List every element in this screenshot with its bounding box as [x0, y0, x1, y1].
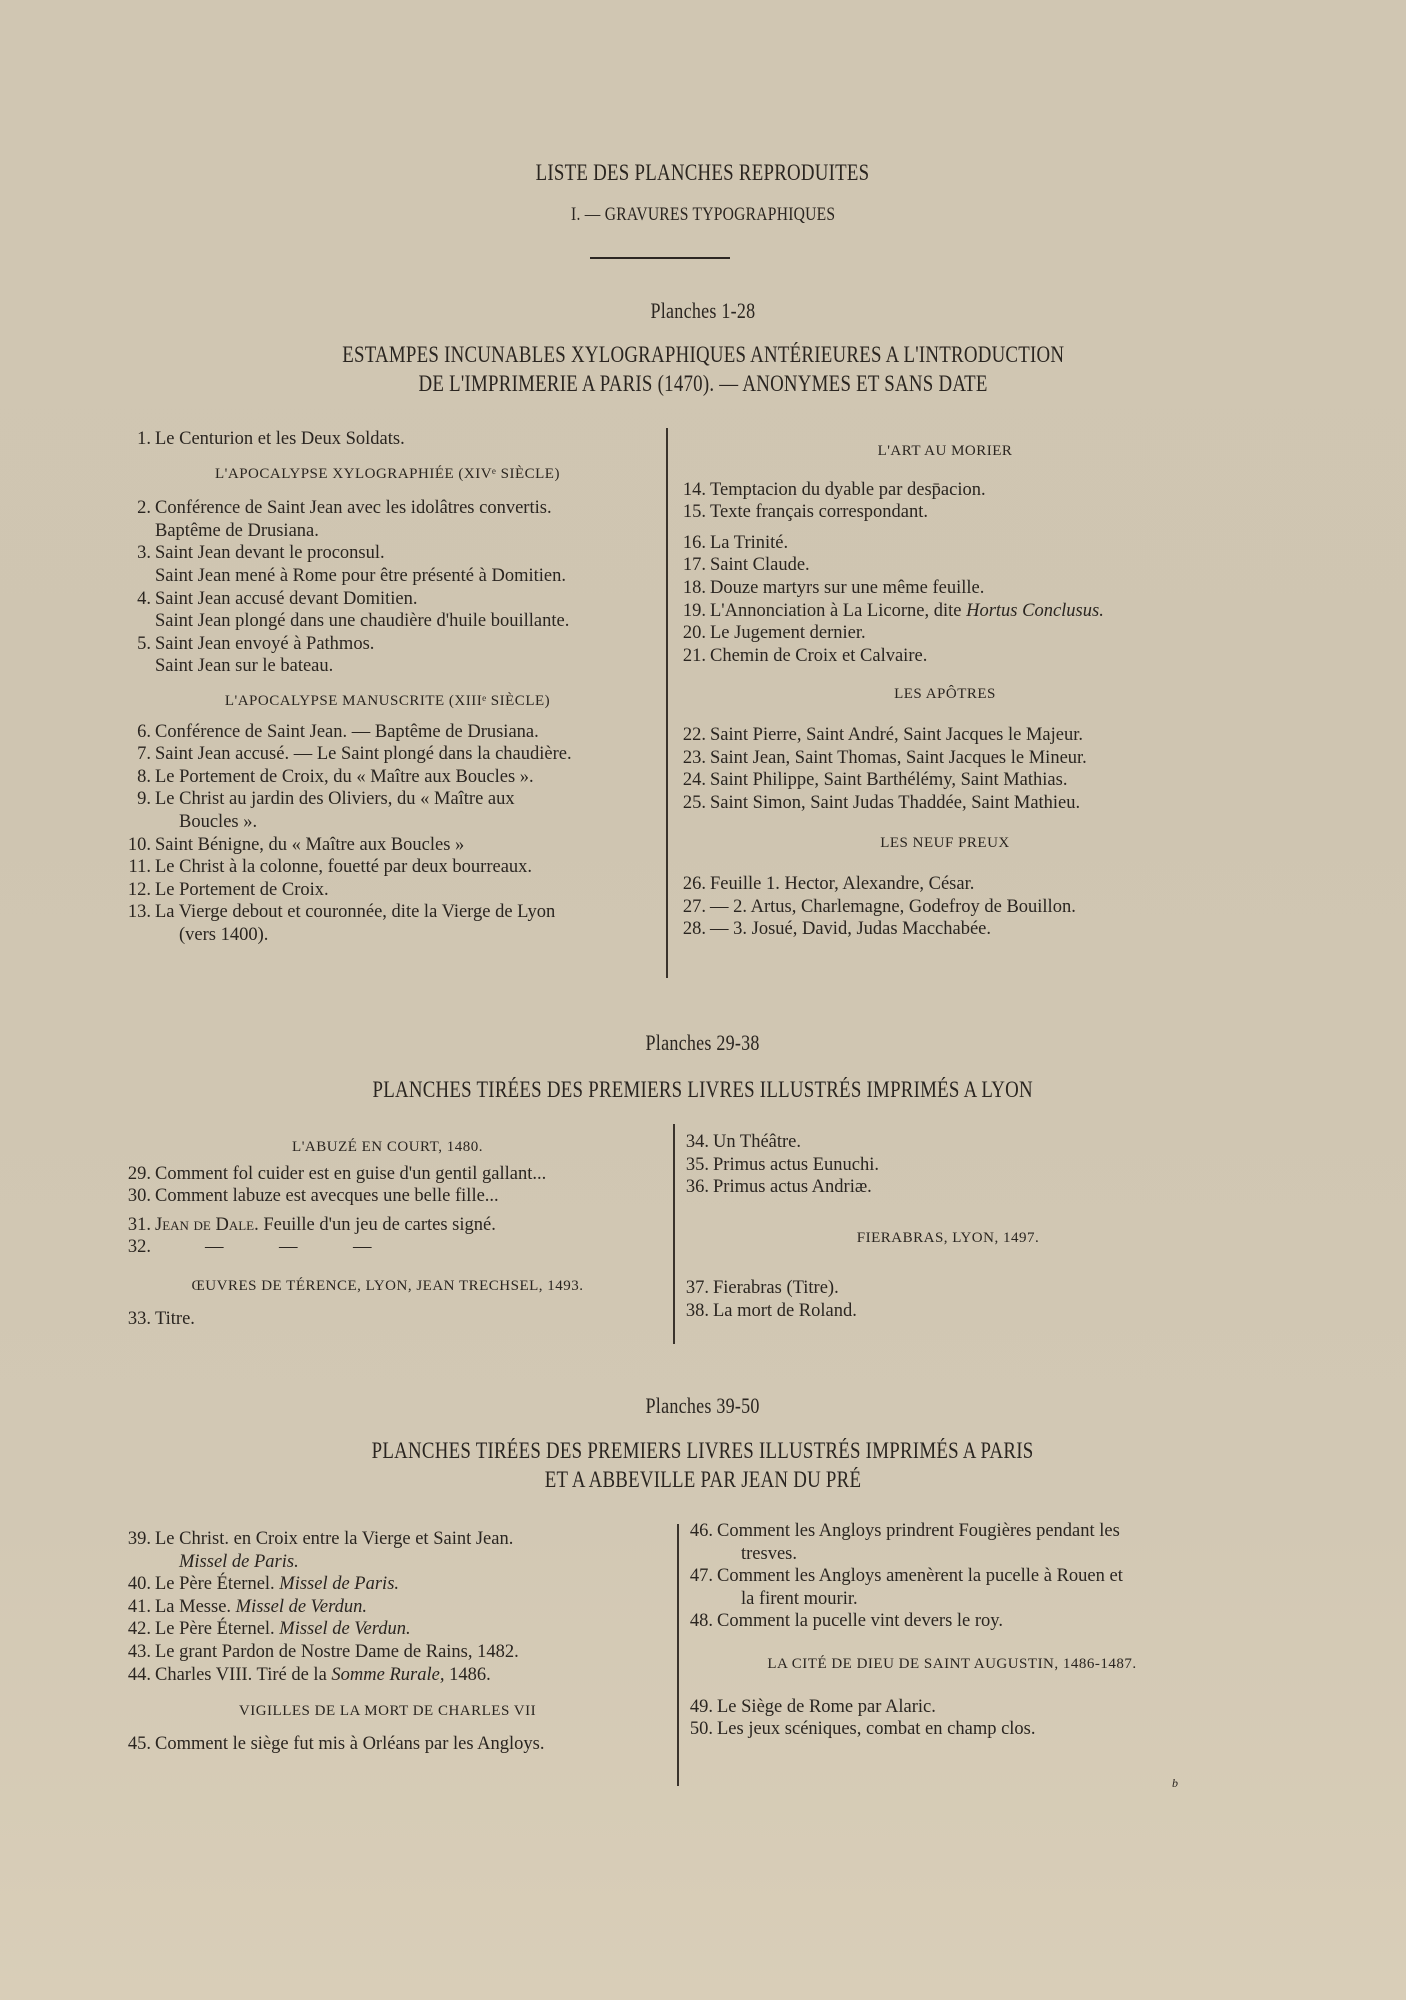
- item-text: [155, 1185, 499, 1208]
- list-item: [120, 542, 655, 587]
- item-text: [710, 577, 984, 600]
- item-text-main: Le Jugement dernier.: [710, 623, 866, 644]
- item-text-main: Comment les Angloys prindrent Fougières pendant les: [717, 1521, 1120, 1541]
- section-title-line: PLANCHES TIRÉES DES PREMIERS LIVRES ILLUSTRÉS IMPRIMÉS A PARIS: [372, 1438, 1034, 1463]
- item-text: [155, 588, 418, 611]
- item-text-main: Le Siège de Rome par Alaric.: [717, 1696, 936, 1717]
- item-number: 3.: [137, 543, 151, 564]
- list-item: [120, 1664, 655, 1687]
- section-3-left-column: [120, 1528, 655, 1755]
- item-text-main: Saint Jean envoyé à Pathmos.: [155, 633, 375, 654]
- item-text-main: Comment les Angloys amenèrent la pucelle à Rouen et: [717, 1566, 1123, 1587]
- list-item: [120, 901, 655, 946]
- item-text: [710, 792, 1080, 815]
- list-item: [120, 1214, 655, 1237]
- item-number: 26.: [682, 873, 706, 894]
- item-text-main: Feuille 1. Hector, Alexandre, César.: [710, 873, 975, 894]
- item-text-after: 1486.: [444, 1664, 491, 1685]
- subsection-heading: VIGILLES DE LA MORT DE CHARLES VII: [238, 1703, 537, 1720]
- item-text: [155, 1618, 411, 1641]
- page-subtitle: [0, 204, 1406, 226]
- item-number: 42.: [127, 1619, 151, 1640]
- item-text-main: Saint Simon, Saint Judas Thaddée, Saint Mathieu.: [710, 792, 1081, 813]
- item-text: [717, 1565, 1123, 1588]
- item-text-italic: Missel de Paris.: [279, 1574, 400, 1595]
- item-number: 27.: [682, 896, 706, 917]
- item-number: 34.: [685, 1132, 709, 1152]
- section-3-title: [0, 1436, 1406, 1494]
- item-number: 16.: [682, 532, 706, 553]
- subsection-heading: L'ABUZÉ EN COURT, 1480.: [292, 1139, 483, 1155]
- item-number: 22.: [682, 724, 706, 745]
- list-item: [675, 479, 1215, 502]
- item-text: [717, 1696, 936, 1719]
- item-text: [155, 834, 464, 857]
- list-item: [682, 1565, 1222, 1610]
- item-text: [155, 542, 385, 565]
- planches-label: Planches 1-28: [650, 298, 756, 323]
- item-text-main: Saint Jean accusé devant Domitien.: [155, 588, 418, 609]
- item-text-main: Fierabras (Titre).: [713, 1278, 839, 1299]
- item-list: [675, 532, 1215, 668]
- item-text: [710, 501, 928, 524]
- item-number: 36.: [685, 1177, 709, 1198]
- item-text: [155, 1573, 399, 1596]
- item-text-main: La Vierge debout et couronnée, dite la Vierge de Lyon: [155, 902, 556, 923]
- item-number: 2.: [137, 498, 151, 519]
- list-item: [120, 1733, 655, 1756]
- section-1-right-column: [675, 440, 1215, 941]
- page-title: [0, 160, 1406, 186]
- item-text-main: Saint Bénigne, du « Maître aux Boucles »: [155, 834, 465, 855]
- item-text-main: Saint Claude.: [710, 555, 810, 576]
- item-text-main: La mort de Roland.: [713, 1300, 857, 1321]
- list-item: [120, 1596, 655, 1619]
- list-item: [120, 497, 655, 542]
- list-item: [678, 1176, 1218, 1199]
- item-continuation: Saint Jean mené à Rome pour être présenté à Domitien.: [155, 565, 566, 586]
- item-text-main: Comment la pucelle vint devers le roy.: [717, 1611, 1003, 1632]
- item-text: [710, 873, 974, 896]
- list-item: [120, 1528, 655, 1573]
- section-2-left-column: [120, 1136, 655, 1330]
- item-continuation: Saint Jean sur le bateau.: [155, 656, 334, 677]
- item-number: 41.: [127, 1596, 151, 1617]
- item-number: 39.: [127, 1529, 151, 1549]
- author-name: Jean de Dale.: [155, 1214, 259, 1235]
- item-list: [120, 1163, 655, 1208]
- item-text: Comment le siège fut mis à Orléans par les Angloys.: [155, 1733, 545, 1754]
- item-text: [155, 879, 329, 902]
- section-1-planches: [0, 298, 1406, 324]
- item-continuation: Saint Jean plongé dans une chaudière d'huile bouillante.: [155, 611, 570, 632]
- item-list: [678, 1131, 1218, 1199]
- item-number: 28.: [682, 919, 706, 940]
- item-number: 46.: [689, 1521, 713, 1541]
- item-list: [682, 1696, 1222, 1741]
- list-item: [675, 769, 1215, 792]
- item-number: 15.: [682, 502, 706, 523]
- item-list: [675, 724, 1215, 814]
- item-text: [155, 743, 572, 766]
- list-item: [120, 834, 655, 857]
- subsection-heading: ŒUVRES DE TÉRENCE, LYON, JEAN TRECHSEL, 1493.: [191, 1277, 584, 1294]
- item-text-italic: Somme Rurale,: [331, 1664, 445, 1685]
- item-number: 43.: [127, 1641, 151, 1662]
- item-text-main: Comment labuze est avecques une belle fille...: [155, 1186, 499, 1207]
- list-item: [120, 856, 655, 879]
- item-text: [155, 721, 539, 744]
- item-text: [155, 766, 534, 789]
- item-text: [710, 532, 788, 555]
- item-continuation: Baptême de Drusiana.: [155, 520, 319, 541]
- item-continuation: la firent mourir.: [741, 1588, 858, 1609]
- list-item: [682, 1520, 1222, 1565]
- item-number: 47.: [689, 1566, 713, 1587]
- page-title-text: LISTE DES PLANCHES REPRODUITES: [536, 160, 870, 185]
- list-item: [682, 1718, 1222, 1741]
- list-item: [120, 633, 655, 678]
- list-item: [678, 1154, 1218, 1177]
- list-item: [675, 577, 1215, 600]
- item-continuation: tresves.: [741, 1543, 797, 1564]
- item-text-main: Comment fol cuider est en guise d'un gentil gallant...: [155, 1163, 547, 1184]
- list-item: [682, 1610, 1222, 1633]
- item-number: 13.: [127, 902, 151, 923]
- list-item: [120, 1573, 655, 1596]
- list-item: [675, 532, 1215, 555]
- list-item: [675, 896, 1215, 919]
- item-text: Titre.: [155, 1308, 195, 1329]
- item-text: [717, 1718, 1036, 1741]
- column-divider: [677, 1524, 679, 1786]
- item-text-main: Conférence de Saint Jean avec les idolâtres convertis.: [155, 498, 552, 519]
- item-number: 17.: [682, 555, 706, 576]
- item-text-main: Saint Philippe, Saint Barthélémy, Saint Mathias.: [710, 770, 1068, 791]
- item-number: 19.: [682, 600, 706, 621]
- item-text: [710, 918, 991, 941]
- item-text-main: Charles VIII. Tiré de la: [155, 1664, 332, 1685]
- item-text-main: Saint Jean, Saint Thomas, Saint Jacques le Mineur.: [710, 747, 1087, 768]
- item-number: 14.: [682, 479, 706, 500]
- item-text-main: L'Annonciation à La Licorne, dite: [710, 600, 967, 621]
- list-item: [120, 1641, 655, 1664]
- item-number: 1.: [137, 429, 151, 449]
- item-text: [713, 1154, 879, 1177]
- list-item: [675, 724, 1215, 747]
- section-title-line: ET A ABBEVILLE PAR JEAN DU PRÉ: [544, 1467, 862, 1492]
- item-number: 18.: [682, 577, 706, 598]
- item-continuation: (vers 1400).: [179, 924, 269, 945]
- list-item: [675, 600, 1215, 623]
- item-text-main: Saint Jean devant le proconsul.: [155, 543, 385, 564]
- item-number: 7.: [137, 744, 151, 765]
- item-number: 29.: [127, 1163, 151, 1184]
- item-text: [710, 724, 1083, 747]
- item-text: [710, 479, 986, 502]
- item-number: 9.: [137, 789, 151, 810]
- item-text-main: Les jeux scéniques, combat en champ clos.: [717, 1719, 1036, 1740]
- list-item: [120, 1163, 655, 1186]
- list-item: [675, 554, 1215, 577]
- item-text-main: La Trinité.: [710, 532, 789, 553]
- item-text-main: Le Portement de Croix, du « Maître aux Boucles ».: [155, 766, 534, 787]
- item-text: [155, 633, 374, 656]
- item-number: 12.: [127, 879, 151, 900]
- item-text-main: Le Christ. en Croix entre la Vierge et Saint Jean.: [155, 1529, 514, 1549]
- section-2-title: [0, 1075, 1406, 1104]
- item-text-main: Primus actus Eunuchi.: [713, 1154, 879, 1175]
- item-text: [710, 622, 866, 645]
- list-item: [120, 766, 655, 789]
- list-item: [675, 645, 1215, 668]
- item-text: [713, 1176, 872, 1199]
- item-text: [713, 1131, 801, 1154]
- item-text: [713, 1277, 839, 1300]
- item-number: 4.: [137, 588, 151, 609]
- item-text: [155, 788, 515, 811]
- item-text-main: — 3. Josué, David, Judas Macchabée.: [710, 919, 992, 940]
- signature-mark: b: [1172, 1776, 1178, 1790]
- item-number: 24.: [682, 770, 706, 791]
- item-list: [678, 1277, 1218, 1322]
- item-text-main: Le Christ à la colonne, fouetté par deux bourreaux.: [155, 857, 533, 878]
- list-item: [120, 721, 655, 744]
- section-3-planches: [0, 1393, 1406, 1419]
- item-text: [710, 747, 1087, 770]
- item-text-main: Saint Pierre, Saint André, Saint Jacques le Majeur.: [710, 724, 1084, 745]
- list-item: [120, 1308, 655, 1331]
- item-text: [710, 769, 1067, 792]
- item-text: [155, 497, 552, 520]
- item-text-main: Douze martyrs sur une même feuille.: [710, 577, 985, 598]
- list-item: [675, 918, 1215, 941]
- item-continuation-italic: Missel de Paris.: [179, 1551, 299, 1572]
- item-text-main: — 2. Artus, Charlemagne, Godefroy de Bouillon.: [710, 896, 1076, 917]
- list-item: [678, 1300, 1218, 1323]
- section-1-title: [0, 340, 1406, 398]
- item-text-main: Le Christ au jardin des Oliviers, du « Maître aux: [155, 789, 515, 810]
- item-continuation: Boucles ».: [179, 811, 258, 832]
- item-text: [155, 1664, 491, 1687]
- subsection-heading: L'ART AU MORIER: [877, 443, 1013, 459]
- item-text-main: Le Portement de Croix.: [155, 879, 329, 900]
- item-number: 23.: [682, 747, 706, 768]
- list-item: [682, 1696, 1222, 1719]
- section-3-right-column: [682, 1520, 1222, 1741]
- list-item: [675, 873, 1215, 896]
- item-number: 33.: [127, 1308, 151, 1329]
- list-item: [675, 501, 1215, 524]
- item-text: [710, 896, 1076, 919]
- item-list: [120, 1528, 655, 1686]
- item-text: [155, 1641, 519, 1664]
- item-number: 8.: [137, 766, 151, 787]
- item-number: 6.: [137, 721, 151, 742]
- list-item: [120, 1185, 655, 1208]
- divider-rule: [590, 257, 730, 259]
- item-text: [710, 645, 927, 668]
- item-number: 45.: [127, 1733, 151, 1754]
- item-text-main: Le grant Pardon de Nostre Dame de Rains, 1482.: [155, 1641, 519, 1662]
- list-item: [675, 622, 1215, 645]
- item-text-main: Chemin de Croix et Calvaire.: [710, 645, 928, 666]
- item-number: 40.: [127, 1574, 151, 1595]
- list-item: [678, 1131, 1218, 1154]
- list-item: [120, 879, 655, 902]
- item-text-main: Conférence de Saint Jean. — Baptême de Drusiana.: [155, 721, 539, 742]
- item-text-main: Le Père Éternel.: [155, 1574, 280, 1595]
- item-number: 38.: [685, 1300, 709, 1321]
- item-text: [717, 1610, 1003, 1633]
- item-number: 21.: [682, 645, 706, 666]
- item-text: [155, 1528, 513, 1551]
- planches-label: Planches 39-50: [645, 1393, 761, 1418]
- item-text-main: Temptacion du dyable par desp̄acion.: [710, 479, 986, 500]
- item-number: 44.: [127, 1664, 151, 1685]
- item-text: [155, 1596, 367, 1619]
- subsection-heading: LA CITÉ DE DIEU DE SAINT AUGUSTIN, 1486-1487.: [767, 1655, 1137, 1672]
- column-divider: [673, 1124, 675, 1344]
- item-text-main: La Messe.: [155, 1596, 236, 1617]
- list-item: [675, 747, 1215, 770]
- section-title-line: ESTAMPES INCUNABLES XYLOGRAPHIQUES ANTÉRIEURES A L'INTRODUCTION: [341, 342, 1065, 367]
- section-1-left-column: [120, 428, 655, 946]
- list-item: [120, 1236, 655, 1259]
- item-text: [155, 856, 532, 879]
- item-text: [710, 600, 1104, 623]
- item-number: 30.: [127, 1186, 151, 1207]
- subsection-heading: LES NEUF PREUX: [880, 835, 1010, 852]
- item-text: — — —: [205, 1237, 372, 1258]
- section-title-line: DE L'IMPRIMERIE A PARIS (1470). — ANONYMES ET SANS DATE: [418, 371, 988, 396]
- item-list: [120, 721, 655, 947]
- item-text: [710, 554, 810, 577]
- item-number: 10.: [127, 834, 151, 855]
- item-text-main: Le Père Éternel.: [155, 1619, 280, 1640]
- item-text-main: Primus actus Andriæ.: [713, 1177, 872, 1198]
- item-text-main: Texte français correspondant.: [710, 502, 929, 523]
- item-list: [120, 497, 655, 678]
- list-item: [675, 792, 1215, 815]
- item-list: [675, 479, 1215, 524]
- item-number: 48.: [689, 1611, 713, 1632]
- item-text-main: Saint Jean accusé. — Le Saint plongé dans la chaudière.: [155, 744, 572, 765]
- page-subtitle-text: I. — GRAVURES TYPOGRAPHIQUES: [570, 204, 836, 225]
- item-number: 5.: [137, 633, 151, 654]
- list-item: [678, 1277, 1218, 1300]
- item-text: [155, 901, 555, 924]
- subsection-heading: L'APOCALYPSE MANUSCRITE (XIIIᵉ SIÈCLE): [224, 692, 551, 709]
- item-text-italic: Missel de Verdun.: [235, 1596, 368, 1617]
- item-list: [675, 873, 1215, 941]
- planches-label: Planches 29-38: [645, 1030, 761, 1055]
- subsection-heading: FIERABRAS, LYON, 1497.: [856, 1229, 1040, 1246]
- item-number: 50.: [689, 1719, 713, 1740]
- section-2-planches: [0, 1030, 1406, 1056]
- item-number: 49.: [689, 1696, 713, 1717]
- item-text-italic: Hortus Conclusus.: [966, 600, 1104, 621]
- item-text: Feuille d'un jeu de cartes signé.: [258, 1214, 496, 1235]
- item-text: [155, 1163, 546, 1186]
- list-item: [120, 788, 655, 833]
- item-number: 35.: [685, 1154, 709, 1175]
- section-2-right-column: [678, 1131, 1218, 1323]
- list-item: [120, 588, 655, 633]
- item-number: 37.: [685, 1278, 709, 1299]
- column-divider: [666, 428, 668, 978]
- list-item: [120, 428, 655, 451]
- item-number: 11.: [128, 857, 151, 878]
- item-number: 20.: [682, 623, 706, 644]
- item-text-italic: Missel de Verdun.: [279, 1619, 411, 1640]
- item-text: [717, 1520, 1120, 1543]
- subsection-heading: L'APOCALYPSE XYLOGRAPHIÉE (XIVᵉ SIÈCLE): [215, 465, 560, 482]
- subsection-heading: LES APÔTRES: [894, 686, 996, 703]
- list-item: [120, 1618, 655, 1641]
- item-number: 32.: [127, 1237, 151, 1258]
- item-number: 25.: [682, 792, 706, 813]
- list-item: [120, 743, 655, 766]
- item-list: [682, 1520, 1222, 1633]
- item-number: 31.: [127, 1214, 151, 1235]
- section-title-line: PLANCHES TIRÉES DES PREMIERS LIVRES ILLUSTRÉS IMPRIMÉS A LYON: [372, 1077, 1034, 1102]
- item-text-main: Un Théâtre.: [713, 1132, 802, 1152]
- item-text: [713, 1300, 857, 1323]
- item-text: Le Centurion et les Deux Soldats.: [155, 429, 405, 449]
